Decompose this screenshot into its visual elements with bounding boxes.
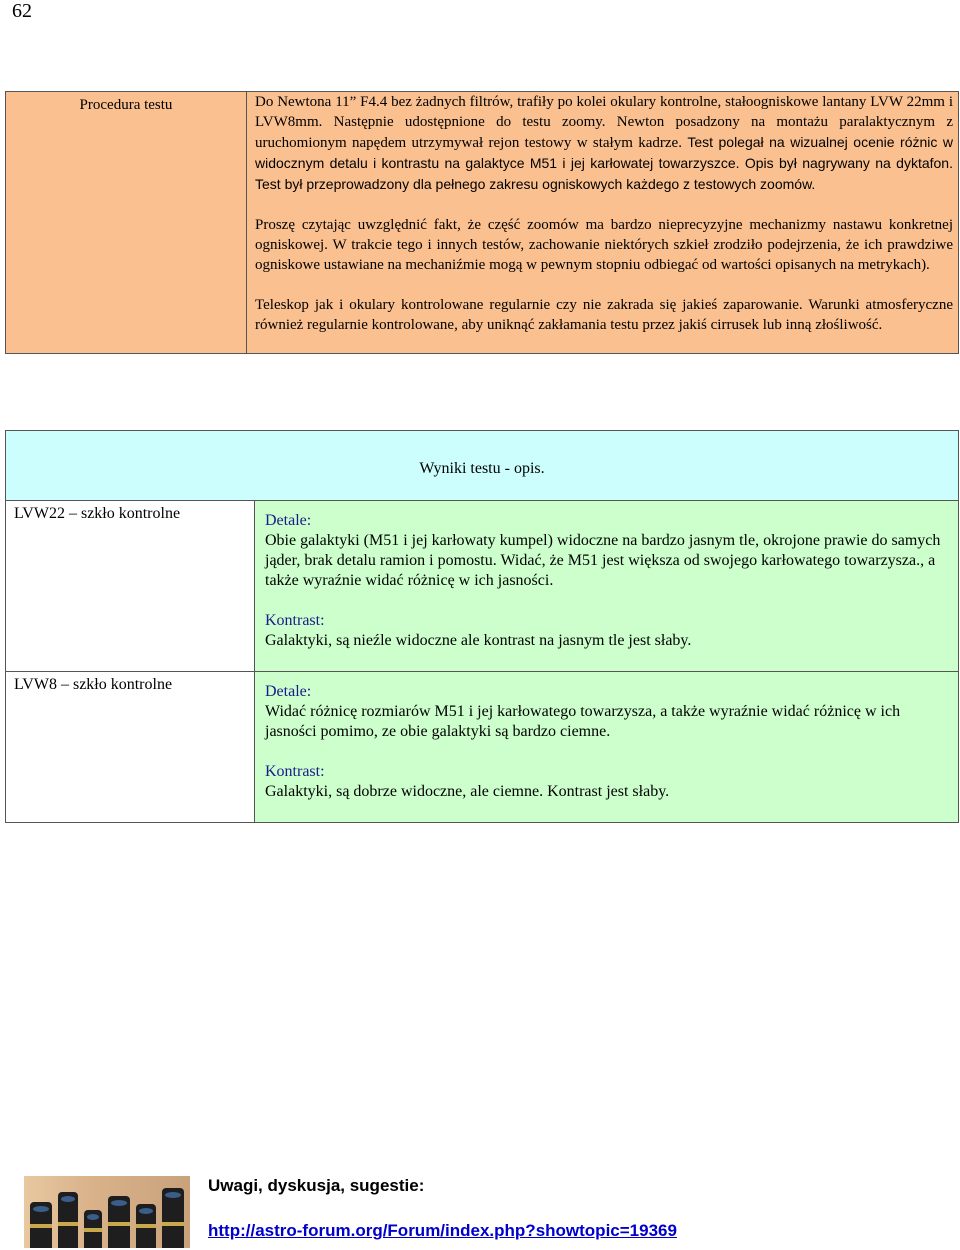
detail-text: Obie galaktyki (M51 i jej karłowaty kumpel) widoczne na bardzo jasnym tle, okrojone prawie do samych jąder, brak detalu ramion i pomostu. Widać, że M51 jest większa od swojego karłowatego towarzysza., a także wyraźnie widać różnicę w ich jasności. bbox=[265, 532, 941, 589]
procedure-paragraph-1: Do Newtona 11” F4.4 bez żadnych filtrów, trafiły po kolei okulary kontrolne, stałoogniskowe lantany LVW 22mm i LVW8mm. Następnie udostępnione do testu zoomy. Newton posadzony na montażu paralaktycznym z uruchomionym napędem utrzymywał rejon testowy w stałym kadrze. bbox=[255, 94, 953, 151]
results-row-lvw8 bbox=[6, 672, 959, 823]
band-shape bbox=[108, 1222, 130, 1226]
result-text-cell bbox=[255, 501, 959, 672]
eyepiece-image bbox=[30, 1202, 52, 1248]
band-shape bbox=[30, 1224, 52, 1228]
eyepiece-label: LVW22 – szkło kontrolne bbox=[6, 501, 255, 672]
contrast-heading: Kontrast: bbox=[265, 612, 325, 629]
procedure-label: Procedura testu bbox=[6, 92, 247, 354]
eyepiece-image bbox=[108, 1196, 130, 1248]
procedure-paragraph-2: Test polegał na wizualnej ocenie różnic w widocznym detalu i kontrastu na galaktyce M51 i jej karłowatej towarzyszce. Opis był nagrywany na dyktafon. Test był przeprowadzony dla pełnego zakresu ogniskowych każdego z testowych zoomów. bbox=[255, 134, 953, 192]
results-row-lvw22 bbox=[6, 501, 959, 672]
lens-shape bbox=[87, 1214, 99, 1220]
lens-shape bbox=[33, 1206, 49, 1212]
page-number: 62 bbox=[12, 0, 32, 22]
eyepieces-photo bbox=[24, 1176, 190, 1248]
detail-block bbox=[265, 511, 953, 591]
band-shape bbox=[162, 1222, 184, 1226]
eyepiece-image bbox=[58, 1192, 78, 1248]
procedure-table bbox=[5, 91, 959, 354]
forum-link[interactable]: http://astro-forum.org/Forum/index.php?showtopic=19369 bbox=[208, 1221, 677, 1240]
contrast-text: Galaktyki, są dobrze widoczne, ale ciemne. Kontrast jest słaby. bbox=[265, 783, 670, 800]
results-header-row bbox=[6, 431, 959, 501]
contrast-heading: Kontrast: bbox=[265, 763, 325, 780]
contrast-block bbox=[265, 762, 953, 802]
result-text-cell bbox=[255, 672, 959, 823]
band-shape bbox=[136, 1224, 156, 1228]
procedure-row bbox=[6, 92, 959, 354]
eyepiece-image bbox=[84, 1210, 102, 1248]
procedure-paragraph bbox=[255, 92, 953, 195]
detail-text: Widać różnicę rozmiarów M51 i jej karłowatego towarzysza, a także wyraźnie widać różnicę w ich jasności pomimo, ze obie galaktyki są bardzo ciemne. bbox=[265, 703, 901, 740]
eyepiece-image bbox=[162, 1188, 184, 1248]
procedure-paragraph-3: Proszę czytając uwzględnić fakt, że część zoomów ma bardzo nieprecyzyjne mechanizmy nastawu konkretnej ogniskowej. W trakcie tego i innych testów, zachowanie niektórych szkieł zrodziło podejrzenia, że ich prawdziwe ogniskowe ustawiane na mechaniźmie mogą w pewnym stopniu odbiegać od wartości opisanych na metrykach). bbox=[255, 217, 953, 273]
results-table bbox=[5, 430, 959, 823]
procedure-paragraph-4: Teleskop jak i okulary kontrolowane regularnie czy nie zakrada się jakieś zaparowanie. Warunki atmosferyczne również regularnie kontrolowane, aby uniknąć zakłamania testu przez jakiś cirrusek lub inną złośliwość. bbox=[255, 297, 953, 333]
contrast-text: Galaktyki, są nieźle widoczne ale kontrast na jasnym tle jest słaby. bbox=[265, 632, 692, 649]
lens-shape bbox=[111, 1200, 127, 1206]
footer-title: Uwagi, dyskusja, sugestie: bbox=[208, 1176, 425, 1195]
lens-shape bbox=[61, 1196, 75, 1202]
band-shape bbox=[84, 1228, 102, 1232]
detail-heading: Detale: bbox=[265, 683, 312, 700]
lens-shape bbox=[165, 1192, 181, 1198]
eyepiece-label: LVW8 – szkło kontrolne bbox=[6, 672, 255, 823]
lens-shape bbox=[139, 1208, 153, 1214]
detail-block bbox=[265, 682, 953, 742]
results-header: Wyniki testu - opis. bbox=[6, 431, 959, 501]
detail-heading: Detale: bbox=[265, 512, 312, 529]
procedure-text-cell bbox=[247, 92, 959, 354]
eyepiece-image bbox=[136, 1204, 156, 1248]
contrast-block bbox=[265, 611, 953, 651]
band-shape bbox=[58, 1222, 78, 1226]
